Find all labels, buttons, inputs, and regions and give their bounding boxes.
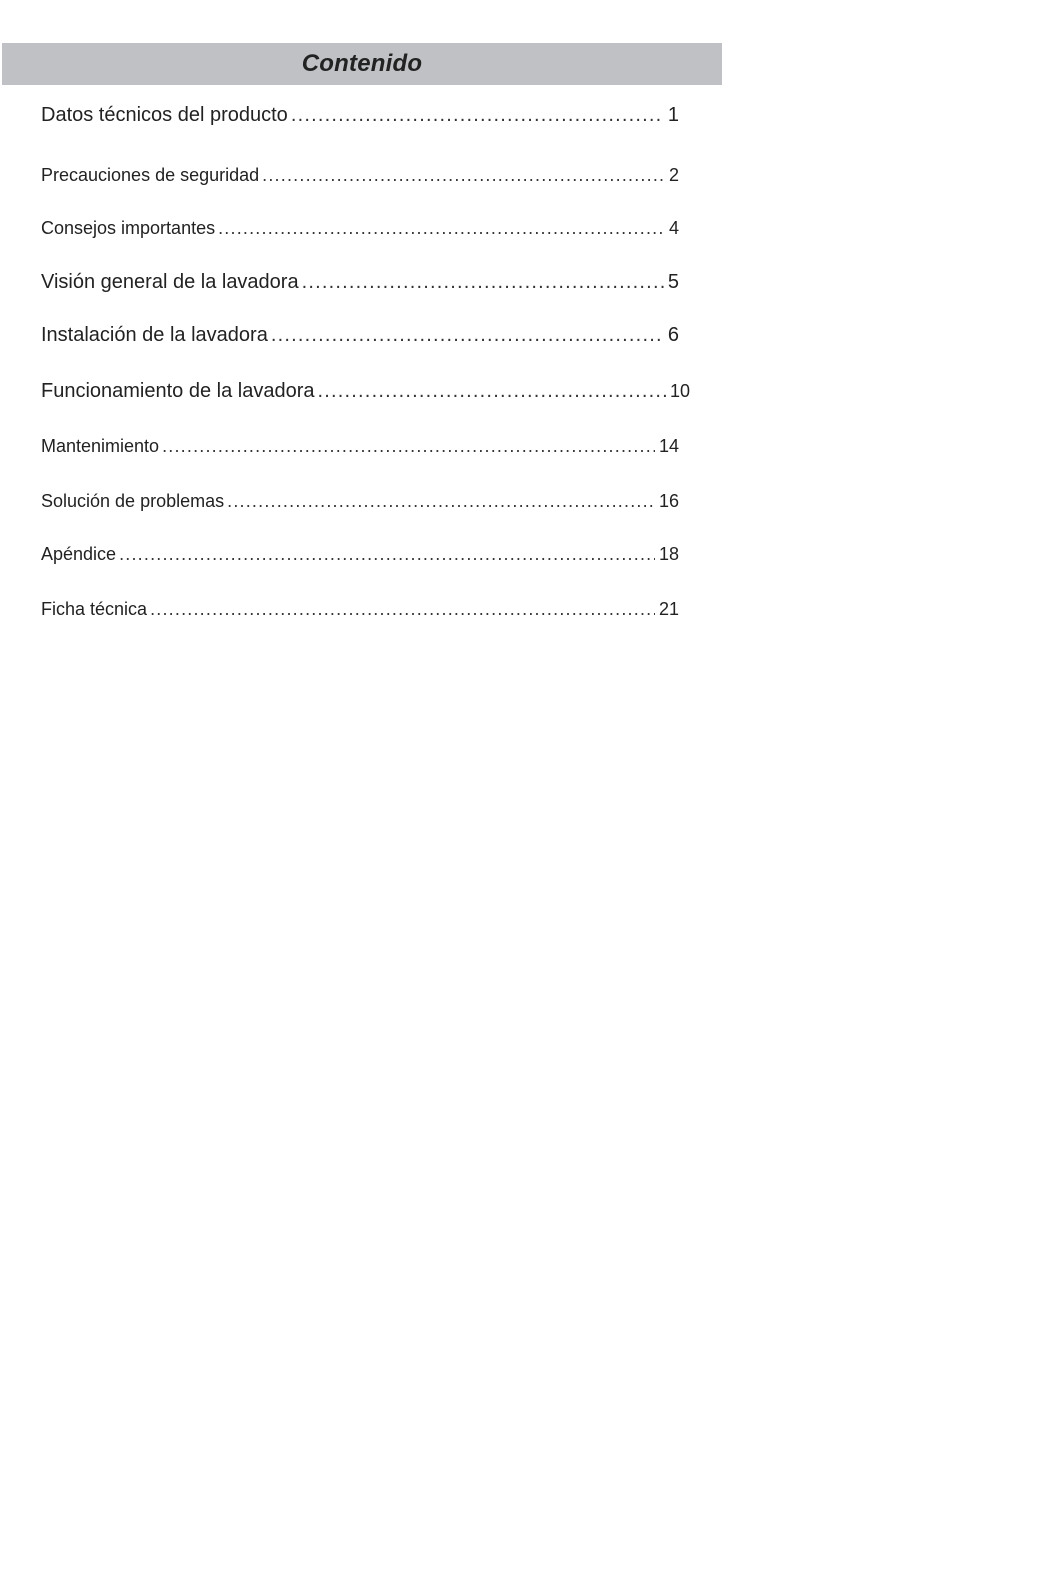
toc-entry-page-number: 1 <box>667 104 679 126</box>
toc-entry[interactable] <box>41 380 690 403</box>
toc-entry-page-number: 2 <box>668 165 679 185</box>
toc-entry-label: Consejos importantes <box>41 218 216 238</box>
toc-dot-leader <box>262 165 665 186</box>
toc-entry[interactable] <box>41 104 679 127</box>
toc-dot-leader <box>162 436 655 457</box>
toc-dot-leader <box>291 104 664 127</box>
toc-entry[interactable] <box>41 599 679 620</box>
toc-entry[interactable] <box>41 324 679 347</box>
page-title: Contenido <box>301 50 423 77</box>
toc-entry[interactable] <box>41 491 679 512</box>
toc-entry-page-number: 6 <box>667 324 679 346</box>
toc-entry-label: Solución de problemas <box>41 491 225 511</box>
toc-dot-leader <box>119 544 655 565</box>
toc-entry[interactable] <box>41 271 679 294</box>
contents-header-bar <box>2 43 722 85</box>
toc-dot-leader <box>150 599 655 620</box>
toc-dot-leader <box>302 271 664 294</box>
toc-entry-label: Mantenimiento <box>41 436 160 456</box>
toc-dot-leader <box>227 491 655 512</box>
toc-entry-page-number: 10 <box>669 381 690 401</box>
toc-entry[interactable] <box>41 165 679 186</box>
toc-entry[interactable] <box>41 544 679 565</box>
toc-entry-label: Datos técnicos del producto <box>41 104 288 126</box>
toc-entry-page-number: 14 <box>658 436 679 456</box>
toc-entry-page-number: 5 <box>667 271 679 293</box>
toc-dot-leader <box>318 380 666 403</box>
toc-entry[interactable] <box>41 436 679 457</box>
toc-entry-page-number: 4 <box>668 218 679 238</box>
toc-entry-label: Instalación de la lavadora <box>41 324 268 346</box>
toc-entry-page-number: 21 <box>658 599 679 619</box>
toc-dot-leader <box>218 218 665 239</box>
toc-entry-label: Funcionamiento de la lavadora <box>41 380 315 402</box>
toc-dot-leader <box>271 324 664 347</box>
toc-entry-label: Ficha técnica <box>41 599 148 619</box>
toc-entry-label: Precauciones de seguridad <box>41 165 260 185</box>
toc-entry-page-number: 18 <box>658 544 679 564</box>
toc-entry-label: Visión general de la lavadora <box>41 271 299 293</box>
toc-entry-page-number: 16 <box>658 491 679 511</box>
toc-entry-label: Apéndice <box>41 544 117 564</box>
toc-entry[interactable] <box>41 218 679 239</box>
